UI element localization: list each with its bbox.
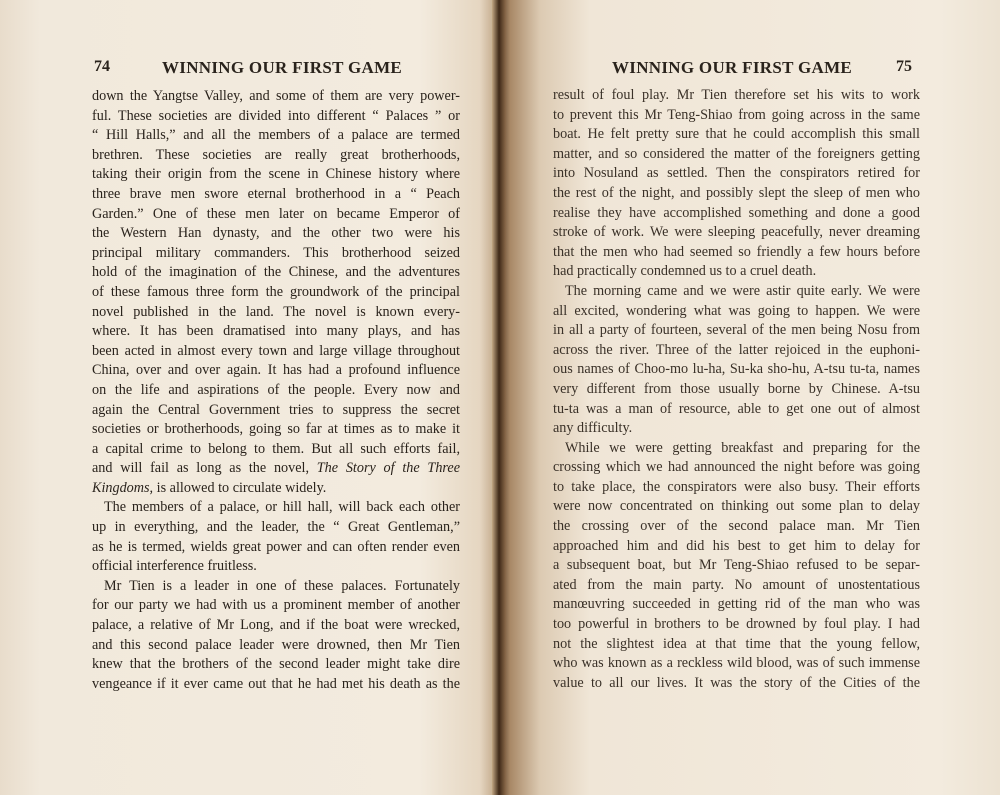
book-gutter <box>492 0 506 795</box>
text-line: China, over and over again. It has had a profound influence <box>92 362 460 379</box>
text-line: boat. He felt pretty sure that he could accomplish this small <box>553 126 920 143</box>
left-page-number: 74 <box>94 58 110 75</box>
text-line: Garden.” One of these men later on became Emperor of <box>92 205 460 222</box>
left-running-head: WINNING OUR FIRST GAME <box>162 58 403 77</box>
right-page-number: 75 <box>896 58 912 75</box>
text-line: tu-ta was a man of resource, able to get one out of almost <box>553 400 920 417</box>
text-line: societies or brotherhoods, going so far at times as to make it <box>92 421 460 438</box>
text-line: to take place, the conspirators were also busy. Their efforts <box>553 478 920 495</box>
text-line: The members of a palace, or hill hall, will back each other <box>104 499 460 516</box>
text-line: three brave men swore eternal brotherhood in a “ Peach <box>92 185 460 202</box>
text-line: up in everything, and the leader, the “ Great Gentleman,” <box>92 519 460 536</box>
text-line: ated from the main party. No amount of unostentatious <box>553 576 920 593</box>
text-line: manœuvring succeeded in getting rid of the man who was <box>553 596 920 613</box>
text-line: result of foul play. Mr Tien therefore set his wits to work <box>553 87 920 103</box>
text-line: approached him and did his best to get him to delay for <box>553 537 920 554</box>
text-line: and will fail as long as the novel, The Story of the Three <box>92 460 460 477</box>
text-line: into Nosuland as settled. Then the conspirators retired for <box>553 165 920 182</box>
text-line: on the life and aspirations of the people. Every now and <box>92 381 460 398</box>
text-line: that the men who had seemed so friendly a few hours before <box>553 243 920 260</box>
text-line: as he is termed, wields great power and can often render even <box>92 538 460 555</box>
text-line: across the river. Three of the latter rejoiced in the euphoni- <box>553 341 920 358</box>
right-page <box>500 0 1000 795</box>
text-line: vengeance if it ever came out that he had met his death as the <box>92 675 460 692</box>
text-line: the rest of the night, and possibly slept the sleep of men who <box>553 184 920 201</box>
left-page-body <box>92 87 460 694</box>
right-running-head: WINNING OUR FIRST GAME <box>612 58 853 77</box>
text-line: been acted in almost every town and large village throughout <box>92 342 460 359</box>
text-line: novel published in the land. The novel is known every- <box>92 303 460 320</box>
text-line: value to all our lives. It was the story of the Cities of the <box>553 674 920 691</box>
text-line: not the slightest idea at that time that the young fellow, <box>553 635 920 652</box>
text-line: and this second palace leader were drowned, then Mr Tien <box>92 636 460 653</box>
text-line: “ Hill Halls,” and all the members of a palace are termed <box>92 127 460 144</box>
text-line: any difficulty. <box>553 420 633 437</box>
right-page-body <box>553 86 920 693</box>
text-line: taking their origin from the scene in Chinese history where <box>92 166 460 183</box>
text-line: While we were getting breakfast and preparing for the <box>565 439 920 456</box>
text-line: hold of the imagination of the Chinese, and the adventures <box>92 264 460 281</box>
text-line: the Western Han dynasty, and the other two were his <box>92 225 460 242</box>
text-line: The morning came and we were astir quite early. We were <box>565 282 920 299</box>
text-line: had practically condemned us to a cruel death. <box>553 263 817 280</box>
text-line: down the Yangtse Valley, and some of them are very power- <box>92 88 460 104</box>
text-line: matter, and so considered the matter of the foreigners getting <box>553 145 920 162</box>
text-line: stroke of work. We were sleeping peacefully, never dreaming <box>553 224 920 241</box>
text-line: ous names of Choo-mo lu-ha, Su-ka sho-hu, A-tsu tu-ta, names <box>553 361 920 378</box>
text-line: principal military commanders. This brotherhood seized <box>92 244 460 261</box>
text-line: all excited, wondering what was going to happen. We were <box>553 302 920 319</box>
text-line: a capital crime to belong to them. But all such efforts fail, <box>92 440 460 457</box>
text-line: to prevent this Mr Teng-Shiao from going across in the same <box>553 106 920 123</box>
text-line: brethren. These societies are really great brotherhoods, <box>92 146 460 163</box>
text-line: were now concentrated on thinking out some plan to delay <box>553 498 920 515</box>
text-line: Kingdoms, is allowed to circulate widely. <box>92 479 327 496</box>
text-line: Mr Tien is a leader in one of these palaces. Fortunately <box>104 577 460 594</box>
text-line: official interference fruitless. <box>92 558 257 575</box>
text-line: for our party we had with us a prominent member of another <box>92 597 460 614</box>
text-line: a subsequent boat, but Mr Teng-Shiao refused to be separ- <box>553 557 920 574</box>
text-line: where. It has been dramatised into many plays, and has <box>92 323 460 340</box>
text-line: too powerful in brothers to be drowned by foul play. I had <box>553 616 920 633</box>
text-line: again the Central Government tries to suppress the secret <box>92 401 460 418</box>
text-line: very different from those usually borne by Chinese. A-tsu <box>553 380 920 397</box>
text-line: realise they have accomplished something and done a good <box>553 204 920 221</box>
text-line: crossing which we had announced the night before was going <box>553 459 920 476</box>
text-line: who was known as a reckless wild blood, was of such immense <box>553 655 920 672</box>
text-line: in all a party of fourteen, several of the men being Nosu from <box>553 322 920 339</box>
text-line: the crossing over of the second palace man. Mr Tien <box>553 518 920 535</box>
text-line: ful. These societies are divided into different “ Palaces ” or <box>92 107 460 124</box>
text-line: knew that the brothers of the second leader might take dire <box>92 656 460 673</box>
text-line: of these famous three form the groundwork of the principal <box>92 283 460 300</box>
text-line: palace, a relative of Mr Long, and if the boat were wrecked, <box>92 617 460 634</box>
